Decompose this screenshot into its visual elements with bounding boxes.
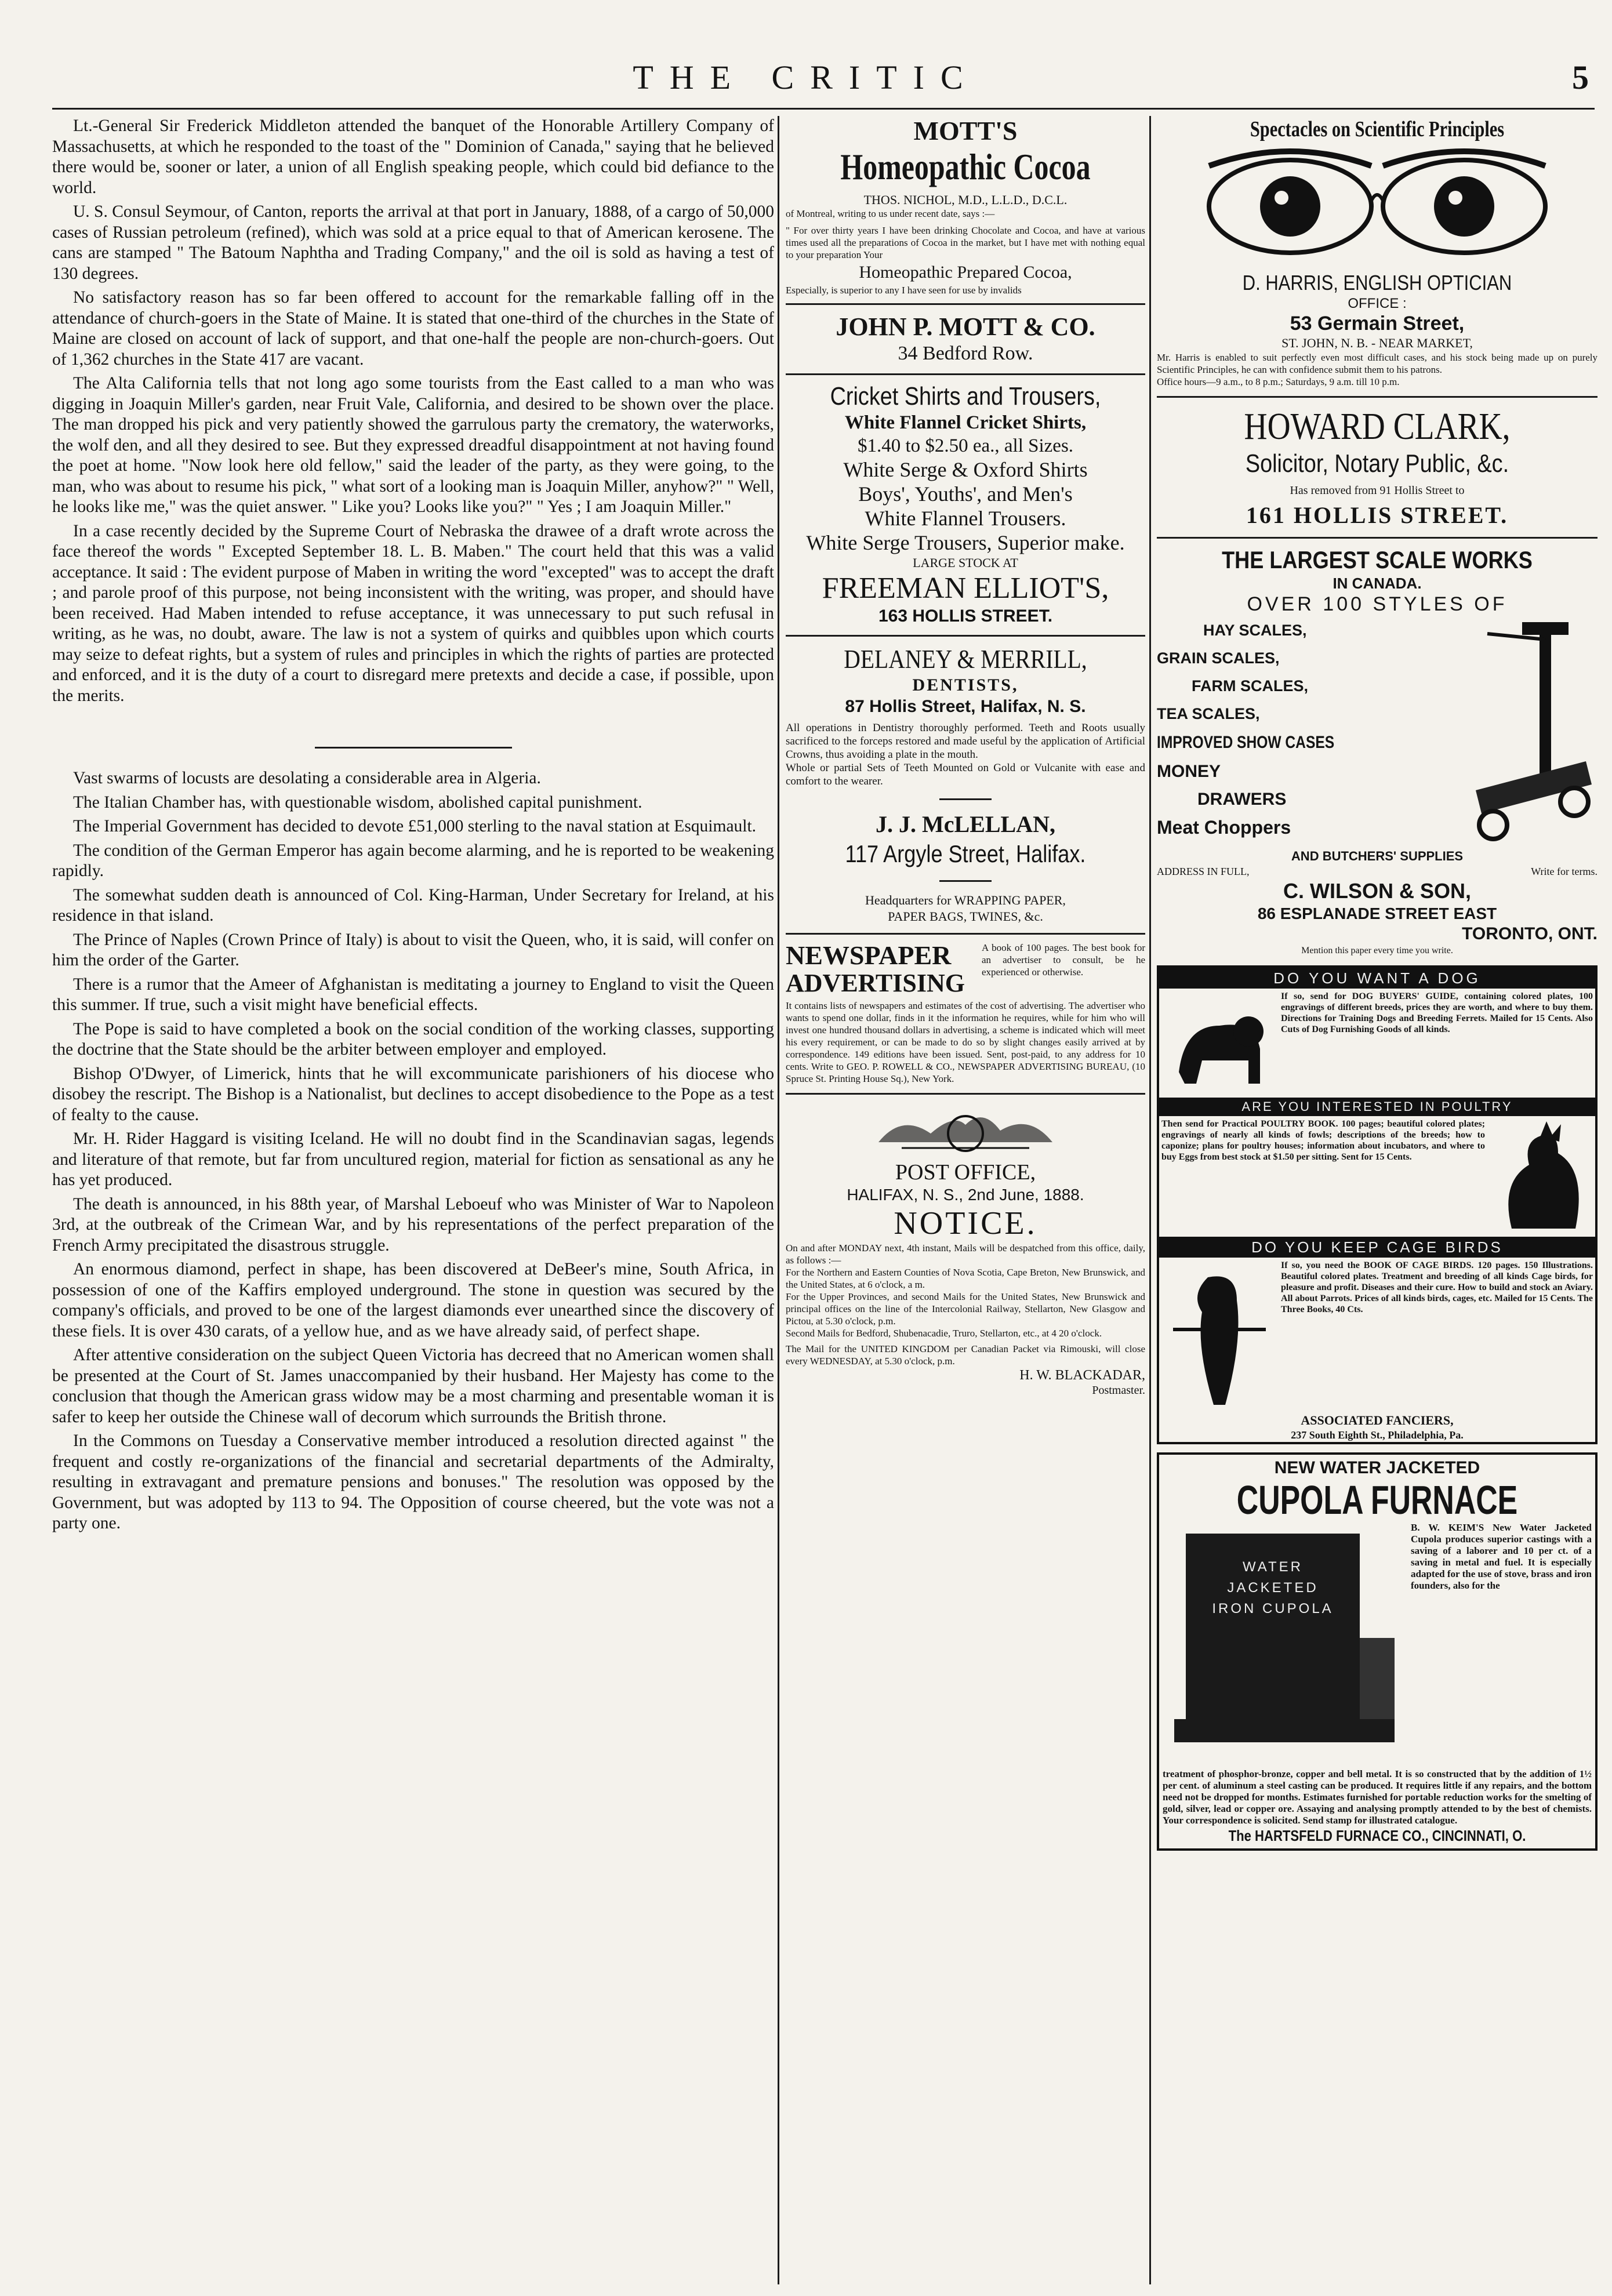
ad-text: All operations in Dentistry thoroughly performed. Teeth and Roots usually sacrificed to the forceps restored and made useful by the application of Artificial Crowns, thus avoiding a plate in the mouth.: [786, 722, 1145, 761]
ad-separator: [939, 880, 992, 882]
ads-column-right: [1157, 116, 1598, 2284]
news-paragraph: No satisfactory reason has so far been offered to account for the remarkable falling off in the attendance of church-goers in the State of Maine. It is stated that one-third of the churches in the State of Maine are closed on account of lack of support, and that one-half the people are non-church-goers. Out of 1,362 churches in the State 417 are vacant.: [52, 288, 774, 369]
ad-text: ADDRESS IN FULL,: [1157, 866, 1250, 877]
scale-item-list: [1157, 616, 1453, 848]
ad-endorser: THOS. NICHOL, M.D., L.L.D., D.C.L.: [863, 192, 1068, 207]
rooster-icon: [1488, 1118, 1593, 1234]
notice-title: POST OFFICE,: [895, 1160, 1036, 1185]
ad-band: ARE YOU INTERESTED IN POULTRY: [1159, 1098, 1595, 1116]
ad-text: Mention this paper every time you write.: [1301, 946, 1453, 956]
ad-text: OVER 100 STYLES OF: [1247, 593, 1508, 615]
ad-rule: [786, 933, 1145, 935]
ad-text: of Montreal, writing to us under recent date, says :—: [786, 208, 995, 219]
freeman-elliot-ad: [786, 382, 1145, 627]
ad-address: 53 Germain Street,: [1290, 313, 1465, 335]
ad-text: Then send for Practical POULTRY BOOK. 100 pages; beautiful colored plates; engravings of nearly all kinds of fowls; descriptions of the breeds; how to caponize; plans for poultry houses; information about incubators, and where to buy Eggs from best stock at $1.50 per sitting. Sent for 15 Cents.: [1161, 1119, 1485, 1162]
notice-text: For the Upper Provinces, and second Mails for the United States, New Brunswick and principal offices on the line of the Intercolonial Railway, Stellarton, New Glasgow and Pictou, at 5.30 o'clock, p.m.: [786, 1291, 1145, 1327]
news-column: [52, 116, 774, 2284]
ad-address: 34 Bedford Row.: [898, 343, 1033, 364]
scale-item: DRAWERS: [1197, 790, 1287, 809]
scale-item: TEA SCALES,: [1157, 705, 1260, 722]
ad-text: Especially, is superior to any I have seen for use by invalids: [786, 285, 1022, 296]
royal-arms-icon: [867, 1102, 1064, 1160]
news-paragraph: There is a rumor that the Ameer of Afghanistan is meditating a journey to England to visit the Queen this summer. If true, such a visit might have beneficial effects.: [52, 975, 774, 1014]
ad-banner: NEW WATER JACKETED: [1274, 1458, 1480, 1477]
optician-ad: [1157, 116, 1598, 388]
mclellan-ad: [786, 811, 1145, 925]
news-paragraph: U. S. Consul Seymour, of Canton, reports the arrival at that port in January, 1888, of a cargo of 50,000 cases of Russian petroleum (refined), which was sold at a price equal to that of American kerosene. The cans are stamped " The Batoum Naphtha and Trading Company," and the oil is sold as having a test of 130 degrees.: [52, 202, 774, 283]
ad-text: White Flannel Cricket Shirts,: [844, 412, 1087, 433]
ad-text: PAPER BAGS, TWINES, &c.: [888, 909, 1043, 924]
news-paragraph: The death is announced, in his 88th year, of Marshal Leboeuf who was Minister of War to Napoleon 3rd, at the outbreak of the Crimean War, and by his representations of the perfect preparation of the French Army precipitated the disastrous struggle.: [52, 1194, 774, 1255]
post-office-notice: [786, 1102, 1145, 1397]
ad-logo: [786, 942, 977, 997]
ad-text: It contains lists of newspapers and estimates of the cost of advertising. The advertiser who wants to spend one dollar, finds in it the information he requires, while for him who will invest one hundred thousand dollars in advertising, a scheme is indicated which will meet his every requirement, or can be made to do so by slight changes easily arrived at by correspondence. 149 editions have been issued. Sent, post-paid, to any address for 10 cents. Write to GEO. P. ROWELL & CO., NEWSPAPER ADVERTISING BUREAU, (10 Spruce St. Printing House Sq.), New York.: [786, 1000, 1145, 1084]
ad-firm: ASSOCIATED FANCIERS,: [1301, 1413, 1454, 1427]
section-divider: [315, 747, 512, 749]
ad-store: FREEMAN ELLIOT'S,: [822, 572, 1109, 605]
ad-rule: [786, 303, 1145, 305]
ad-text: Write for terms.: [1531, 866, 1598, 877]
news-paragraph: Bishop O'Dwyer, of Limerick, hints that he will excommunicate parishioners of his diocese who disobey the rescript. The Bishop is a Nationalist, but declines to accept disobedience to the Pope as a test of fealty to the cause.: [52, 1064, 774, 1124]
ad-text: Whole or partial Sets of Teeth Mounted on Gold or Vulcanite with ease and comfort to the wearer.: [786, 762, 1145, 787]
ad-text: Office hours—9 a.m., to 8 p.m.; Saturdays, 9 a.m. till 10 p.m.: [1157, 376, 1400, 387]
news-paragraph: After attentive consideration on the subject Queen Victoria has decreed that no American women shall be presented at the Court of St. James unaccompanied by their husband. Her Majesty has come to the conclusion that though the American grass widow may be a most charming and presentable woman it is safer to keep her outside the Chinese wall of decorum which surrounds the British throne.: [52, 1346, 774, 1426]
furnace-illustration: [1163, 1522, 1406, 1768]
ad-text: White Serge Trousers, Superior make.: [806, 531, 1125, 554]
news-paragraph: The Alta California tells that not long ago some tourists from the East called to a man who was digging in Joaquin Miller's garden, near Fruit Vale, California, and desired to be shown over the place. The man dropped his pick and very patiently showed the garrulous party the crematory, the waterworks, the wolf den, and all they desired to see. But they expressed dreadful disappointment at not having found the poet at home. "Now look here old fellow," said the leader of the party, as they were going, to the man, who was about to resume his pick, " what sort of a looking man is Joaquin Miller, anyhow?" " Well, he looks like me," was the quiet answer. " Like you? Looks like you?" " Yes ; I am Joaquin Miller.": [52, 374, 774, 516]
newspaper-advertising-ad: [786, 942, 1145, 1085]
ad-text: Boys', Youths', and Men's: [858, 482, 1073, 506]
dog-icon: [1161, 991, 1277, 1095]
notice-text: Second Mails for Bedford, Shubenacadie, Truro, Stellarton, etc., at 4 20 o'clock.: [786, 1328, 1102, 1339]
ad-band: DO YOU KEEP CAGE BIRDS: [1159, 1237, 1595, 1258]
ad-headline: THE LARGEST SCALE WORKS: [1222, 546, 1533, 573]
ad-address: TORONTO, ONT.: [1462, 924, 1598, 943]
dentists-ad: [786, 644, 1145, 788]
ad-rule: [1157, 537, 1598, 539]
spectacles-eyes-icon: [1197, 143, 1557, 270]
scale-item: HAY SCALES,: [1203, 622, 1307, 639]
ad-text: B. W. KEIM'S New Water Jacketed Cupola produces superior castings with a saving of a laborer and 10 per ct. of a saving in metal and fuel. It is especially adapted for the use of stove, brass and iron founders, also for the: [1411, 1522, 1592, 1591]
ad-text: LARGE STOCK AT: [913, 555, 1018, 570]
scale-item: GRAIN SCALES,: [1157, 649, 1280, 667]
ad-headline: Cricket Shirts and Trousers,: [830, 382, 1101, 410]
ad-text: Mr. Harris is enabled to suit perfectly even most difficult cases, and his stock being made up on purely Scientific Principles, he can with confidence submit them to his patrons.: [1157, 352, 1598, 375]
header-rule: [52, 108, 1595, 110]
ad-product: Homeopathic Cocoa: [840, 146, 1091, 187]
ad-logo-line: NEWSPAPER: [786, 940, 952, 970]
ad-firm: C. WILSON & SON,: [1283, 879, 1471, 903]
ad-text: If so, you need the BOOK OF CAGE BIRDS. 120 pages. 150 Illustrations. Beautiful colored plates. Treatment and breeding of all kinds Cage birds, for pleasure and profit. Diseases and their cure. How to build and stock an Aviary. All about Parrots. Prices of all kinds birds, cages, etc. Mailed for 15 Cents. The Three Books, 40 Cts.: [1281, 1260, 1593, 1314]
page-number: 5: [1572, 59, 1589, 96]
running-head: [0, 0, 1612, 99]
notice-text: For the Northern and Eastern Counties of Nova Scotia, Cape Breton, New Brunswick, and the United States, at 6 o'clock, a m.: [786, 1267, 1145, 1290]
ad-rule: [786, 373, 1145, 375]
news-paragraph: Mr. H. Rider Haggard is visiting Iceland. He will no doubt find in the Scandinavian sagas, legends and literature of that remote, but far from uncultured region, material for fiction as sensational as any he has yet produced.: [52, 1129, 774, 1189]
ad-text: " For over thirty years I have been drinking Chocolate and Cocoa, and have at various times used all the preparations of Cocoa in the market, but I have met with nothing equal to your preparation Your: [786, 225, 1145, 260]
ad-firm: D. HARRIS, ENGLISH OPTICIAN: [1242, 271, 1512, 295]
news-paragraph: The Italian Chamber has, with questionable wisdom, abolished capital punishment.: [73, 793, 642, 812]
newspaper-title: THE CRITIC: [633, 59, 979, 96]
furnace-plate: WATER JACKETED IRON CUPOLA: [1212, 1559, 1334, 1616]
ad-address: ST. JOHN, N. B. - NEAR MARKET,: [1281, 336, 1473, 350]
ad-address: 86 ESPLANADE STREET EAST: [1257, 904, 1497, 922]
ad-role: Solicitor, Notary Public, &c.: [1245, 449, 1509, 478]
ad-rule: [786, 635, 1145, 637]
ad-firm: HOWARD CLARK,: [1244, 405, 1511, 448]
cupola-furnace-ad: [1157, 1452, 1598, 1851]
column-divider: [1149, 116, 1151, 2284]
news-paragraph: In the Commons on Tuesday a Conservative member introduced a resolution directed against " the frequent and costly re-organizations of the financial and secretarial departments of the Admiralty, resulting in extravagant and premature pensions and bonuses." The resolution was opposed by the Government, but was adopted by 113 to 94. The Opposition of course cheered, but the vote was not a party one.: [52, 1432, 774, 1532]
ad-address: 163 HOLLIS STREET.: [878, 606, 1053, 626]
ad-rule: [1157, 396, 1598, 398]
ad-text: White Flannel Trousers.: [865, 507, 1066, 530]
news-paragraph: The Pope is said to have completed a book on the social condition of the working classes, supporting the doctrine that the State should be the arbiter between employer and employed.: [52, 1019, 774, 1059]
scale-item: MONEY: [1157, 762, 1221, 781]
platform-scale-icon: [1453, 616, 1598, 848]
news-paragraph: The Imperial Government has decided to devote £51,000 sterling to the naval station at Esquimault.: [73, 817, 757, 835]
column-divider: [778, 116, 779, 2284]
ad-text: AND BUTCHERS' SUPPLIES: [1291, 849, 1464, 863]
howard-clark-ad: [1157, 405, 1598, 529]
ad-logo-line: ADVERTISING: [786, 969, 965, 997]
notice-dateline: HALIFAX, N. S., 2nd June, 1888.: [847, 1186, 1084, 1204]
notice-signer-title: Postmaster.: [1092, 1384, 1145, 1397]
ad-company: JOHN P. MOTT & CO.: [836, 313, 1095, 341]
ad-address: 87 Hollis Street, Halifax, N. S.: [845, 697, 1086, 716]
ad-headline: Spectacles on Scientific Principles: [1250, 117, 1505, 141]
ad-text: Homeopathic Prepared Cocoa,: [859, 263, 1072, 282]
ad-firm: J. J. McLELLAN,: [876, 811, 1055, 837]
news-paragraph: Lt.-General Sir Frederick Middleton attended the banquet of the Honorable Artillery Company of Massachusetts, at which he responded to the toast of the " Dominion of Canada," saying that he believed there would be, sooner or later, a union of all English speaking people, which could bid defiance to the world.: [52, 117, 774, 197]
ad-text: $1.40 to $2.50 ea., all Sizes.: [857, 435, 1074, 456]
news-paragraph: The condition of the German Emperor has again become alarming, and he is reported to be weakening rapidly.: [52, 841, 774, 880]
mott-cocoa-ad: [786, 116, 1145, 365]
scale-item: IMPROVED SHOW CASES: [1157, 733, 1335, 752]
scale-item: Meat Choppers: [1157, 817, 1291, 838]
ad-text: If so, send for DOG BUYERS' GUIDE, containing colored plates, 100 engravings of different breeds, prices they are worth, and where to buy them. Directions for Training Dogs and Breeding Ferrets. Mailed for 15 Cents. Also Cuts of Dog Furnishing Goods of all kinds.: [1281, 991, 1593, 1034]
ad-text: White Serge & Oxford Shirts: [843, 458, 1088, 481]
news-paragraph: An enormous diamond, perfect in shape, has been discovered at DeBeer's mine, South Africa, in possession of one of the Kaffirs employed underground. The stone in question was secured by the company's officials, and proved to be one of the largest diamonds ever unearthed since the discovery of these fiels. It is over 430 carats, of a yellow hue, and as we have already said, of perfect shape.: [52, 1260, 774, 1340]
notice-text: On and after MONDAY next, 4th instant, Mails will be despatched from this office, daily, as follows :—: [786, 1243, 1145, 1266]
notice-heading: NOTICE.: [894, 1205, 1037, 1241]
ad-text: Headquarters for WRAPPING PAPER,: [865, 893, 1066, 907]
news-paragraph: In a case recently decided by the Supreme Court of Nebraska the drawee of a draft wrote across the face thereof the words " Excepted September 18. L. B. Maben." The court held that this was a valid acceptance. It said : The evident purpose of Maben in writing the word "excepted" was to accept the draft ; and parole proof of this purpose, not being inconsistent with the writing, was proper, and should have been received. Had Maben intended to refuse acceptance, it was unnecessary to put such refusal in writing, as he was, no doubt, aware. The law is not a system of quirks and quibbles upon which courts may seize to defeat rights, but a system of rules and principles in which the rights of parties are protected and enforced, and it is the duty of a court to disregard mere pretexts and decide a case, if possible, upon the merits.: [52, 521, 774, 705]
fanciers-ad: [1157, 965, 1598, 1444]
ad-rule: [786, 1093, 1145, 1095]
scale-works-ad: [1157, 546, 1598, 957]
ad-text: treatment of phosphor-bronze, copper and bell metal. It is so constructed that by the addition of 1½ per cent. of aluminum a steel casting can be produced. It requires little if any repairs, and the bottom need not be dropped for months. Estimates furnished for portable reduction works for the smelting of gold, silver, lead or copper ore. Assaying and analysing promptly attended to by the best of chemists. Your correspondence is solicited. Send stamp for illustrated catalogue.: [1163, 1768, 1592, 1826]
ad-text: OFFICE :: [1348, 296, 1407, 311]
news-paragraph: The Prince of Naples (Crown Prince of Italy) is about to visit the Queen, who, it is said, will confer on him the order of the Garter.: [52, 930, 774, 969]
ad-separator: [939, 798, 992, 800]
ad-brand: MOTT'S: [913, 116, 1018, 146]
ad-product: CUPOLA FURNACE: [1236, 1477, 1518, 1523]
ad-address: 161 HOLLIS STREET.: [1246, 502, 1509, 528]
ad-text: IN CANADA.: [1333, 575, 1422, 592]
news-paragraph: The somewhat sudden death is announced of Col. King-Harman, Under Secretary for Ireland, at his residence in that island.: [52, 885, 774, 925]
ad-band: DO YOU WANT A DOG: [1159, 968, 1595, 989]
news-paragraph: Vast swarms of locusts are desolating a considerable area in Algeria.: [73, 769, 541, 787]
ad-address: 237 South Eighth St., Philadelphia, Pa.: [1291, 1429, 1464, 1441]
notice-signer: H. W. BLACKADAR,: [1019, 1368, 1145, 1383]
ad-text: Has removed from 91 Hollis Street to: [1290, 484, 1465, 497]
parrot-icon: [1161, 1260, 1277, 1411]
ads-column-middle: [786, 116, 1145, 2284]
ad-address: 117 Argyle Street, Halifax.: [845, 840, 1086, 867]
notice-text: The Mail for the UNITED KINGDOM per Canadian Packet via Rimouski, will close every WEDNESDAY, at 5.30 o'clock, p.m.: [786, 1343, 1145, 1367]
scale-item: FARM SCALES,: [1192, 677, 1309, 695]
ad-footer: The HARTSFELD FURNACE CO., CINCINNATI, O.: [1228, 1827, 1526, 1844]
ad-firm: DELANEY & MERRILL,: [844, 644, 1087, 674]
ad-role: DENTISTS,: [912, 675, 1019, 695]
ad-text: A book of 100 pages. The best book for an advertiser to consult, be he experienced or otherwise.: [982, 942, 1145, 978]
